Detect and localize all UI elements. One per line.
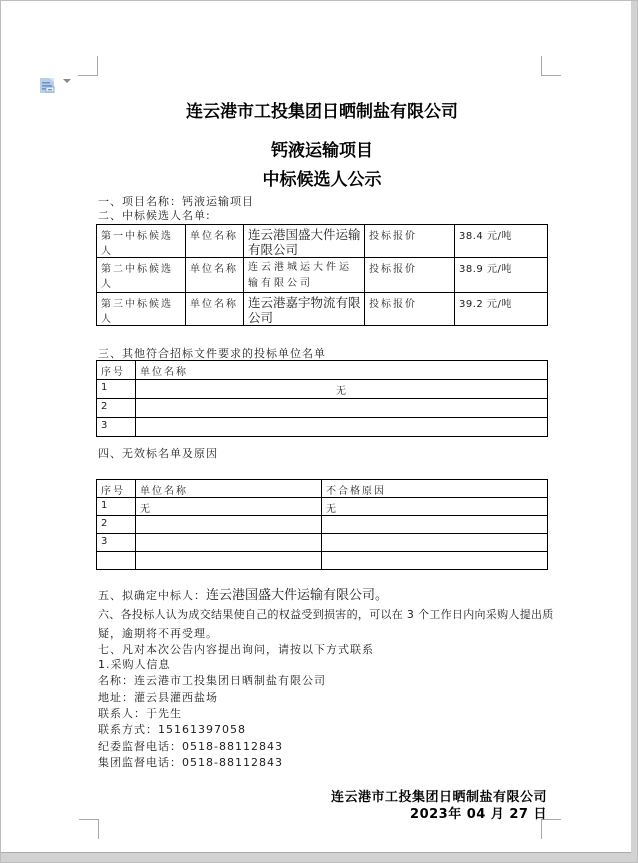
candidate-rank: 第一中标候选人 [97, 225, 186, 258]
invalid-bids-table [96, 479, 548, 570]
purchaser-address: 地址：灌云县灌西盐场 [98, 691, 218, 704]
discipline-supervision-phone: 纪委监督电话：0518-88112843 [98, 740, 283, 753]
name-cell [136, 534, 322, 552]
purchaser-heading: 1.采购人信息 [98, 658, 171, 671]
name-cell: 无 [136, 380, 548, 399]
chevron-down-icon [63, 83, 72, 91]
header-row [97, 361, 548, 380]
name-label: 单位名称 [186, 293, 244, 326]
table-row [97, 534, 548, 552]
table-row [97, 552, 548, 570]
seq-cell: 2 [97, 399, 136, 418]
price-label: 投标报价 [365, 293, 455, 326]
candidate-rank: 第三中标候选人 [97, 293, 186, 326]
col-header-seq: 序号 [97, 480, 136, 498]
clipboard-paste-icon [39, 76, 58, 95]
section-6-line2: 疑，逾期将不再受理。 [98, 627, 218, 640]
winner-prefix: 五、拟确定中标人： [98, 589, 206, 602]
candidate-price: 38.4 元/吨 [455, 225, 548, 258]
col-header-name: 单位名称 [136, 480, 322, 498]
signature-date: 2023年 04 月 27 日 [410, 807, 547, 822]
crop-mark-top-right [541, 56, 561, 76]
seq-cell [97, 552, 136, 570]
signature-company: 连云港市工投集团日晒制盐有限公司 [330, 790, 547, 805]
crop-mark-bottom-left [79, 819, 99, 839]
col-header-reason: 不合格原因 [322, 480, 548, 498]
seq-cell: 1 [97, 498, 136, 516]
section-7-contact-note: 七、凡对本次公告内容提出询问，请按以下方式联系 [98, 643, 374, 656]
purchaser-name: 名称：连云港市工投集团日晒制盐有限公司 [98, 674, 326, 687]
title-project: 钙液运输项目 [271, 141, 373, 161]
candidates-table [96, 224, 548, 326]
crop-mark-top-left [78, 56, 98, 76]
other-bidders-table [96, 360, 548, 437]
seq-cell: 3 [97, 418, 136, 437]
table-row [97, 498, 548, 516]
table-row [97, 380, 548, 399]
candidate-company: 连云港嘉宇物流有限公司 [244, 293, 365, 326]
paste-options-button[interactable] [39, 76, 73, 96]
reason-cell [322, 534, 548, 552]
reason-cell [322, 516, 548, 534]
section-3-other-bidders: 三、其他符合招标文件要求的投标单位名单 [98, 347, 326, 360]
name-cell [136, 418, 548, 437]
candidate-row-2 [97, 258, 548, 293]
seq-cell: 1 [97, 380, 136, 399]
name-cell [136, 516, 322, 534]
purchaser-contact-person: 联系人：于先生 [98, 707, 182, 720]
title-company: 连云港市工投集团日晒制盐有限公司 [186, 102, 458, 122]
candidate-company: 连云港国盛大件运输有限公司 [244, 225, 365, 258]
group-supervision-phone: 集团监督电话：0518-88112843 [98, 756, 283, 769]
name-label: 单位名称 [186, 258, 244, 293]
seq-cell: 2 [97, 516, 136, 534]
document-page [1, 1, 631, 853]
table-row [97, 399, 548, 418]
table-row [97, 418, 548, 437]
candidate-price: 38.9 元/吨 [455, 258, 548, 293]
section-1-project-name: 一、项目名称：钙液运输项目 [98, 195, 254, 208]
candidate-price: 39.2 元/吨 [455, 293, 548, 326]
col-header-name: 单位名称 [136, 361, 548, 380]
candidate-rank: 第二中标候选人 [97, 258, 186, 293]
candidate-row-3 [97, 293, 548, 326]
price-label: 投标报价 [365, 258, 455, 293]
candidate-row-1 [97, 225, 548, 258]
section-6-line1: 六、各投标人认为成交结果使自己的权益受到损害的，可以在 3 个工作日内向采购人提出质 [98, 608, 554, 621]
section-4-invalid-bids: 四、无效标名单及原因 [98, 447, 218, 460]
name-label: 单位名称 [186, 225, 244, 258]
price-label: 投标报价 [365, 225, 455, 258]
title-announcement: 中标候选人公示 [262, 170, 382, 190]
section-5-winner [98, 584, 388, 603]
seq-cell: 3 [97, 534, 136, 552]
col-header-seq: 序号 [97, 361, 136, 380]
crop-mark-bottom-right [541, 819, 561, 839]
winner-company: 连云港国盛大件运输有限公司。 [206, 588, 389, 603]
table-row [97, 516, 548, 534]
name-cell: 无 [136, 498, 322, 516]
candidate-company: 连云港城运大件运输有限公司 [244, 258, 365, 293]
reason-cell [322, 552, 548, 570]
header-row [97, 480, 548, 498]
name-cell [136, 399, 548, 418]
section-2-candidates-list: 二、中标候选人名单: [98, 209, 211, 222]
reason-cell: 无 [322, 498, 548, 516]
purchaser-phone: 联系方式：15161397058 [98, 723, 246, 736]
name-cell [136, 552, 322, 570]
